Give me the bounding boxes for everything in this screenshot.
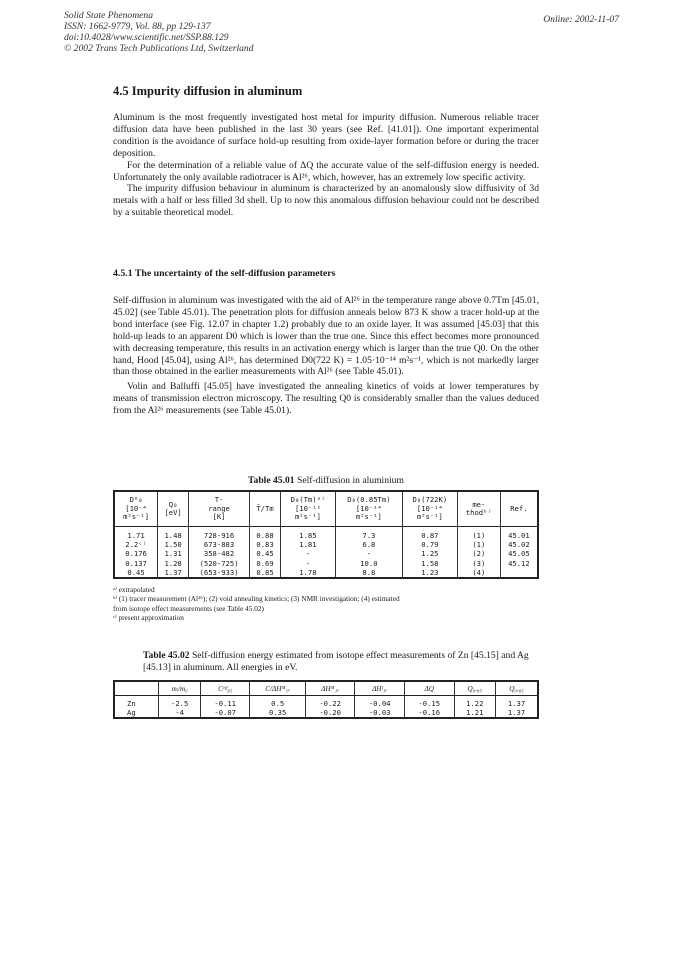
- table-row: [114, 696, 538, 709]
- table-header-cell: ΔHᶠ₁ᵥ: [355, 681, 405, 696]
- table-header-cell: [114, 491, 158, 527]
- table-row: [114, 559, 538, 568]
- table-cell: 0.5: [250, 696, 305, 709]
- table-cell: 358-482: [189, 549, 250, 558]
- journal-header: [64, 10, 254, 54]
- header-line: m²s⁻¹]: [123, 512, 150, 522]
- table-cell: 1.23: [402, 568, 457, 578]
- header-line: range: [208, 503, 230, 513]
- issn-line: ISSN: 1662-9779, Vol. 88, pp 129-137: [64, 21, 211, 32]
- table-cell: 1.37: [496, 696, 539, 709]
- table-cell: -0.04: [355, 696, 405, 709]
- table-cell: (3): [457, 559, 500, 568]
- paragraph: For the determination of a reliable value of ΔQ the accurate value of the self-diffusion energy is needed. Unfortunately the only available radiotracer is Al²⁶, which, however, has an extremely low specific activity.: [113, 159, 539, 183]
- table-cell: -: [280, 549, 335, 558]
- table-row: [114, 708, 538, 718]
- table-cell: -0.03: [355, 708, 405, 718]
- table-cell: 1.37: [496, 708, 539, 718]
- table-cell: (1): [457, 540, 500, 549]
- footnote: ᵃ⁾ extrapolated: [113, 585, 155, 594]
- table-cell: 8.8: [335, 568, 402, 578]
- table-header-cell: [189, 491, 250, 527]
- table-cell: [500, 568, 538, 578]
- subsection-body: [113, 295, 539, 417]
- header-line: m²s⁻¹]: [294, 512, 321, 522]
- header-line: D₀(Tm)ᵃ⁾: [290, 495, 326, 505]
- copyright-line: © 2002 Trans Tech Publications Ltd, Switzerland: [64, 43, 254, 54]
- header-line: Q₀: [168, 499, 178, 509]
- table-cell: (653-933): [189, 568, 250, 578]
- paragraph: Aluminum is the most frequently investigated host metal for impurity diffusion. Numerous reliable tracer diffusion data have been published in the last 30 years (see Ref. [41.01]). One important experimental condition is the avoidance of surface hold-up resulting from oxide-layer formation before or during the tracer deposition.: [113, 112, 539, 159]
- table-cell: 1.21: [454, 708, 496, 718]
- table-header-cell: Cᵉᶠᶠ₈₅: [200, 681, 250, 696]
- table-cell: (2): [457, 549, 500, 558]
- table2-label: Table 45.02: [143, 650, 190, 661]
- table-cell: 0.69: [250, 559, 281, 568]
- header-line: Ref.: [510, 503, 528, 513]
- table-header-cell: [335, 491, 402, 527]
- table-cell: -0.07: [200, 708, 250, 718]
- header-line: me-: [472, 499, 486, 509]
- online-date: Online: 2002-11-07: [543, 14, 619, 25]
- table-cell: 673-883: [189, 540, 250, 549]
- header-line: m²s⁻¹]: [355, 512, 382, 522]
- table-cell: 7.3: [335, 527, 402, 541]
- table-row: [114, 527, 538, 541]
- header-line: m²s⁻¹]: [416, 512, 443, 522]
- table-cell: 45.02: [500, 540, 538, 549]
- footnote: ᶜ⁾ present approximation: [113, 613, 184, 623]
- header-line: D₀(0.85Tm): [347, 495, 391, 505]
- table-cell: 0.176: [114, 549, 158, 558]
- header-line: thodᵇ⁾: [465, 508, 492, 517]
- table-cell: 1.78: [280, 568, 335, 578]
- table2-caption: [143, 650, 539, 674]
- table-header-cell: ΔQ: [404, 681, 454, 696]
- subsection-title: 4.5.1 The uncertainty of the self-diffusion parameters: [113, 268, 336, 279]
- table-cell: 6.8: [335, 540, 402, 549]
- table-cell: 1.31: [158, 549, 189, 558]
- table-row: [114, 549, 538, 558]
- table-header-cell: [402, 491, 457, 527]
- table-cell: 1.81: [280, 540, 335, 549]
- table-cell: 0.35: [250, 708, 305, 718]
- table-header-cell: [114, 681, 159, 696]
- table-cell: (520-725): [189, 559, 250, 568]
- table-cell: 0.137: [114, 559, 158, 568]
- table-cell: 1.37: [158, 568, 189, 578]
- table-row: [114, 568, 538, 578]
- section-title: 4.5 Impurity diffusion in aluminum: [113, 84, 303, 98]
- table1-label: Table 45.01: [248, 475, 295, 486]
- footnote: from isotope effect measurements (see Table 45.02): [113, 603, 264, 613]
- header-line: D⁰₀: [129, 495, 143, 505]
- header-line: D₀(722K): [412, 495, 448, 505]
- table-cell: 0.45: [250, 549, 281, 558]
- header-line: [10⁻¹⁴: [416, 503, 443, 513]
- table-cell: 1.58: [402, 559, 457, 568]
- table-cell: -0.20: [305, 708, 355, 718]
- table-cell: Zn: [114, 696, 159, 709]
- table-header-cell: ΔHᴹ₁ᵥ: [305, 681, 355, 696]
- table1-caption: [113, 475, 539, 486]
- table-cell: 10.0: [335, 559, 402, 568]
- table-cell: 45.05: [500, 549, 538, 558]
- table-cell: -2.5: [159, 696, 201, 709]
- table-cell: -0.16: [404, 708, 454, 718]
- table-header-cell: [158, 491, 189, 527]
- table-header-cell: [500, 491, 538, 527]
- table-cell: 0.83: [250, 540, 281, 549]
- table-cell: (1): [457, 527, 500, 541]
- table-cell: 1.22: [454, 696, 496, 709]
- table-header-cell: Q₀.₈₅: [454, 681, 496, 696]
- section-body: [113, 112, 539, 219]
- table-cell: 1.25: [402, 549, 457, 558]
- paragraph: The impurity diffusion behaviour in aluminum is characterized by an anomalously slow diffusivity of 3d metals with a half or less filled 3d shell. Up to now this anomalous diffusion behaviour could not be described by a suitable theoretical model.: [113, 183, 539, 219]
- table-cell: 45.01: [500, 527, 538, 541]
- table-row: [114, 540, 538, 549]
- header-line: T̄/Tm: [256, 503, 274, 513]
- paragraph: Volin and Balluffi [45.05] have investigated the annealing kinetics of voids at lower temperatures by means of transmission electron microscopy. The resulting Q0 is considerably smaller than the values deduced from the Al²⁶ measurements (see Table 45.01).: [113, 381, 539, 417]
- self-diffusion-table: [113, 490, 539, 579]
- table-body: [114, 527, 538, 579]
- journal-name: Solid State Phenomena: [64, 10, 153, 21]
- table-cell: 2.2ᶜ⁾: [114, 540, 158, 549]
- header-line: [K]: [212, 512, 226, 522]
- doi-line: doi:10.4028/www.scientific.net/SSP.88.129: [64, 32, 229, 43]
- header-line: [eV]: [164, 508, 182, 517]
- table1-caption-text: Self-diffusion in aluminium: [294, 475, 404, 486]
- table-header-row: [114, 491, 538, 527]
- table-cell: 1.85: [280, 527, 335, 541]
- table-cell: (4): [457, 568, 500, 578]
- table-header-cell: [280, 491, 335, 527]
- header-line: [10⁻⁴: [125, 503, 147, 513]
- table-cell: 1.50: [158, 540, 189, 549]
- table-cell: 0.79: [402, 540, 457, 549]
- table-cell: 0.45: [114, 568, 158, 578]
- table1-footnotes: [113, 585, 539, 623]
- table-cell: 0.85: [250, 568, 281, 578]
- table-cell: 45.12: [500, 559, 538, 568]
- table-header-cell: [457, 491, 500, 527]
- table-cell: 728-916: [189, 527, 250, 541]
- table-cell: -: [280, 559, 335, 568]
- table-cell: Ag: [114, 708, 159, 718]
- table-cell: 1.48: [158, 527, 189, 541]
- table-cell: -4: [159, 708, 201, 718]
- isotope-effect-table: [113, 680, 539, 719]
- header-line: [10⁻¹²: [294, 503, 321, 513]
- table-body: [114, 696, 538, 719]
- table-cell: 1.71: [114, 527, 158, 541]
- table-cell: -0.11: [200, 696, 250, 709]
- table2-caption-text: Self-diffusion energy estimated from isotope effect measurements of Zn [45.15] and Ag [45.13] in aluminum. All energies in eV.: [143, 650, 529, 673]
- table-cell: -0.22: [305, 696, 355, 709]
- table-cell: -: [335, 549, 402, 558]
- table-header-cell: Q₀.₈₅: [496, 681, 539, 696]
- footnote: ᵇ⁾ (1) tracer measurement (Al²⁶); (2) void annealing kinetics; (3) NMR investigation; (4) estimated: [113, 594, 400, 604]
- header-line: T-: [214, 495, 224, 505]
- table-cell: -0.15: [404, 696, 454, 709]
- table-cell: 0.87: [402, 527, 457, 541]
- table-header-cell: mᵢ/m₀: [159, 681, 201, 696]
- paragraph: Self-diffusion in aluminum was investigated with the aid of Al²⁶ in the temperature range above 0.7Tm [45.01, 45.02] (see Table 45.01). The penetration plots for diffusion anneals below 873 K show a tracer hold-up at the bond interface (see Fig. 12.07 in chapter 1.2) probably due to an oxide layer. It was assumed [45.03] that this hold-up leads to an apparent D0 which is lower than the true one. Since this effect becomes more pronounced with decreasing temperature, this results in an activation energy which is larger than the true Q0. On the other hand, Hood [45.04], using Al²⁶, has determined D0(722 K) = 1.05·10⁻¹⁴ m²s⁻¹, which is not markedly larger than those obtained in the earlier measurements with Al²⁶ (see Table 45.01).: [113, 295, 539, 378]
- table-header-row: [114, 681, 538, 696]
- header-line: [10⁻¹⁴: [355, 503, 382, 513]
- table-cell: 0.88: [250, 527, 281, 541]
- table-cell: 1.28: [158, 559, 189, 568]
- table-header-cell: [250, 491, 281, 527]
- table-header-cell: C/ΔHᴹ₁ᵥ: [250, 681, 305, 696]
